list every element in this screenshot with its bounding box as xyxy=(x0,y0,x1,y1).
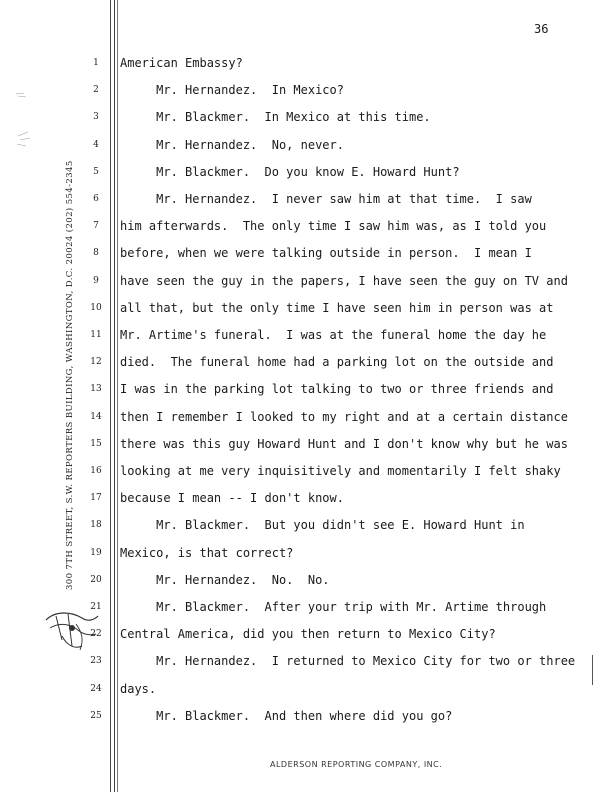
transcript-line: all that, but the only time I have seen him in person was at xyxy=(120,300,554,315)
line-number: 13 xyxy=(90,384,102,395)
line-number: 2 xyxy=(93,85,99,96)
transcript-line: Mr. Hernandez. I never saw him at that time. I saw xyxy=(120,192,532,206)
line-number: 25 xyxy=(90,710,102,721)
line-number: 7 xyxy=(93,221,99,232)
transcript-line: I was in the parking lot talking to two or three friends and xyxy=(120,382,554,397)
line-number: 21 xyxy=(90,602,102,612)
left-margin-rule-inner xyxy=(114,0,115,792)
line-number: 15 xyxy=(90,438,102,449)
right-margin-mark xyxy=(592,655,593,685)
transcript-line: Mr. Blackmer. And then where did you go? xyxy=(120,708,453,723)
line-number: 10 xyxy=(90,302,102,313)
transcript-line: Mr. Blackmer. After your trip with Mr. Artime through xyxy=(120,600,547,614)
line-number: 6 xyxy=(93,194,99,204)
transcript-line: American Embassy? xyxy=(120,56,243,70)
transcript-line: Mr. Hernandez. In Mexico? xyxy=(120,83,344,98)
line-number: 3 xyxy=(93,112,99,123)
reporter-address-margin-text: 300 7TH STREET, S.W. REPORTERS BUILDING, WASHINGTON, D.C. 20024 (202) 554-2345 xyxy=(65,160,75,590)
line-number: 20 xyxy=(90,574,102,585)
footer-company-name: ALDERSON REPORTING COMPANY, INC. xyxy=(270,760,443,769)
left-margin-rule-third xyxy=(117,0,118,792)
transcript-line: Mr. Blackmer. But you didn't see E. Howard Hunt in xyxy=(120,518,525,533)
line-number: 18 xyxy=(90,520,102,531)
page-number: 36 xyxy=(534,22,549,36)
transcript-line: days. xyxy=(120,681,157,696)
transcript-line: Mr. Blackmer. In Mexico at this time. xyxy=(120,110,431,125)
transcript-line: Central America, did you then return to Mexico City? xyxy=(120,627,496,642)
transcript-line: have seen the guy in the papers, I have seen the guy on TV and xyxy=(120,273,568,288)
line-number: 5 xyxy=(93,166,99,177)
transcript-line: Mr. Hernandez. No. No. xyxy=(120,572,330,587)
line-number: 17 xyxy=(90,493,102,504)
transcript-line: looking at me very inquisitively and momentarily I felt shaky xyxy=(120,464,561,478)
line-number: 14 xyxy=(90,411,102,422)
line-number: 9 xyxy=(93,275,99,286)
transcript-line: there was this guy Howard Hunt and I don't know why but he was xyxy=(120,436,568,451)
line-number: 19 xyxy=(90,547,102,558)
transcript-line: him afterwards. The only time I saw him was, as I told you xyxy=(120,219,547,234)
transcript-line: Mr. Artime's funeral. I was at the funeral home the day he xyxy=(120,328,547,342)
line-number: 1 xyxy=(93,58,99,68)
transcript-line: Mr. Hernandez. I returned to Mexico City for two or three xyxy=(120,654,576,669)
transcript-line: Mr. Hernandez. No, never. xyxy=(120,137,344,152)
left-margin-rule xyxy=(110,0,111,792)
line-number: 24 xyxy=(90,683,102,694)
line-number: 8 xyxy=(93,248,99,259)
line-number: 22 xyxy=(90,629,102,640)
transcript-line: Mr. Blackmer. Do you know E. Howard Hunt? xyxy=(120,164,460,179)
transcript-line: before, when we were talking outside in person. I mean I xyxy=(120,246,532,261)
transcript-line: died. The funeral home had a parking lot on the outside and xyxy=(120,355,554,370)
line-number: 4 xyxy=(93,139,99,150)
transcript-line: because I mean -- I don't know. xyxy=(120,491,344,506)
scan-speckle-mark xyxy=(14,88,42,158)
transcript-line: Mexico, is that correct? xyxy=(120,545,294,560)
line-number: 16 xyxy=(90,466,102,476)
transcript-line: then I remember I looked to my right and at a certain distance xyxy=(120,409,568,424)
line-number: 23 xyxy=(90,656,102,667)
line-number: 11 xyxy=(90,330,102,340)
line-number: 12 xyxy=(90,357,102,368)
